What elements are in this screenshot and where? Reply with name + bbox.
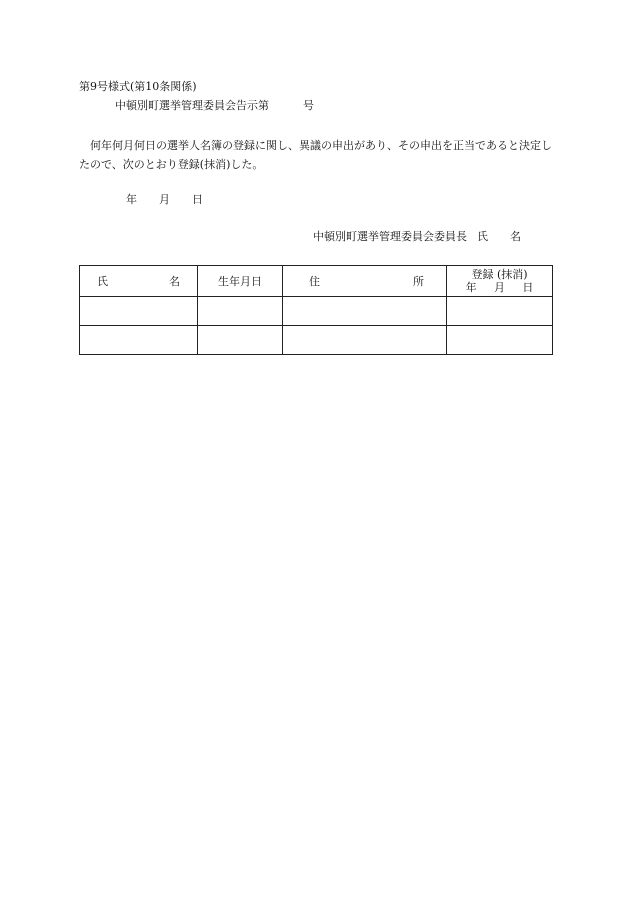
register-table <box>79 265 553 355</box>
signer-shi: 氏 <box>477 230 488 243</box>
form-number: 第9号様式(第10条関係) <box>79 80 197 93</box>
header-name-b: 名 <box>169 275 180 288</box>
notice-prefix: 中頓別町選挙管理委員会告示第 <box>115 99 269 112</box>
cell-register[interactable] <box>447 326 553 355</box>
cell-name[interactable] <box>80 326 198 355</box>
cell-birth[interactable] <box>198 326 283 355</box>
header-register-year: 年 <box>465 281 477 294</box>
table-row <box>80 297 553 326</box>
header-name-a: 氏 <box>97 275 108 288</box>
signer-mei: 名 <box>510 230 521 243</box>
table-header-row <box>80 266 553 297</box>
header-register-day: 日 <box>522 281 534 294</box>
cell-address[interactable] <box>283 326 447 355</box>
header-name <box>80 266 198 297</box>
header-address <box>283 266 447 297</box>
cell-register[interactable] <box>447 297 553 326</box>
date-day: 日 <box>192 193 203 206</box>
date-year: 年 <box>126 193 137 206</box>
header-register-line1: 登録 (抹消) <box>471 268 528 281</box>
date-month: 月 <box>159 193 170 206</box>
cell-address[interactable] <box>283 297 447 326</box>
table-row <box>80 326 553 355</box>
header-address-b: 所 <box>413 275 424 288</box>
signer-line <box>313 230 521 244</box>
date-line <box>126 193 203 207</box>
header-register-month: 月 <box>493 281 505 294</box>
body-text: 何年何月何日の選挙人名簿の登録に関し、異議の申出があり、その申出を正当であると決定したので、次のとおり登録(抹消)した。 <box>79 139 552 171</box>
header-register <box>447 266 553 297</box>
notice-number-line <box>115 99 314 113</box>
cell-birth[interactable] <box>198 297 283 326</box>
cell-name[interactable] <box>80 297 198 326</box>
signer-title: 中頓別町選挙管理委員会委員長 <box>313 230 467 243</box>
header-birth: 生年月日 <box>198 266 283 297</box>
header-address-a: 住 <box>309 275 320 288</box>
notice-suffix: 号 <box>303 99 314 112</box>
